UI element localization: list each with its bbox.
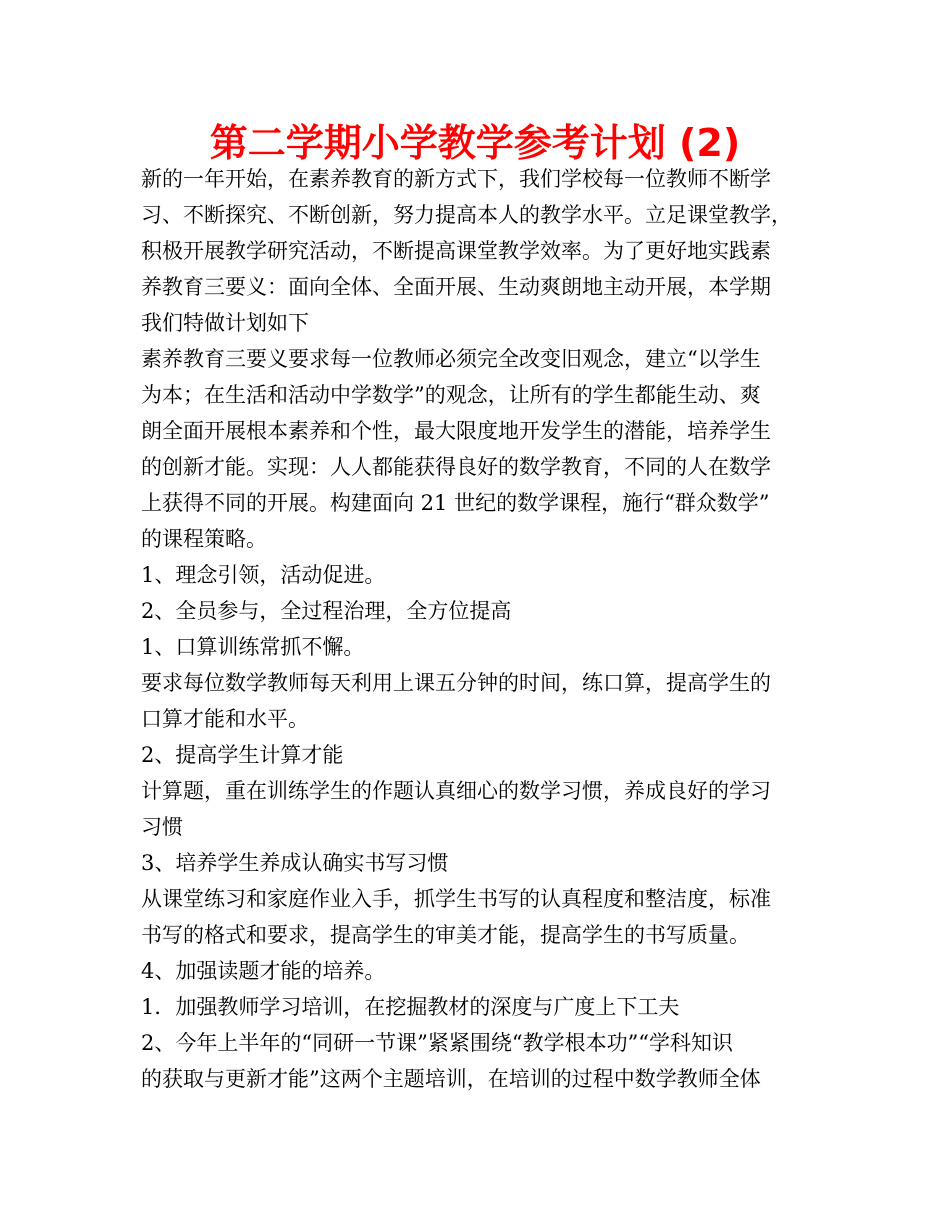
body-line: 朗全面开展根本素养和个性，最大限度地开发学生的潜能，培养学生: [141, 419, 771, 443]
body-line: 为本；在生活和活动中学数学”的观念，让所有的学生都能生动、爽: [141, 383, 761, 407]
body-line: 习惯: [141, 815, 183, 839]
body-line: 书写的格式和要求，提高学生的审美才能，提高学生的书写质量。: [141, 923, 750, 947]
body-line: 1、口算训练常抓不懈。: [141, 635, 365, 659]
body-line: 4、加强读题才能的培养。: [141, 959, 386, 983]
body-line: 口算才能和水平。: [141, 707, 309, 731]
body-line: 计算题，重在训练学生的作题认真细心的数学习惯，养成良好的学习: [141, 779, 771, 803]
document-body: [141, 161, 813, 1097]
body-line: 1、理念引领，活动促进。: [141, 563, 386, 587]
body-line: 3、培养学生养成认确实书写习惯: [141, 851, 449, 875]
document-title: 第二学期小学教学参考计划 (2): [209, 121, 741, 165]
body-line: 新的一年开始，在素养教育的新方式下，我们学校每一位教师不断学: [141, 167, 771, 191]
body-line: 2、今年上半年的“同研一节课”紧紧围绕“教学根本功”“学科知识: [141, 1031, 734, 1055]
body-line: 我们特做计划如下: [141, 311, 309, 335]
body-line: 从课堂练习和家庭作业入手，抓学生书写的认真程度和整洁度，标准: [141, 887, 771, 911]
body-line: 的创新才能。实现：人人都能获得良好的数学教育，不同的人在数学: [141, 455, 771, 479]
body-line: 的获取与更新才能”这两个主题培训，在培训的过程中数学教师全体: [141, 1067, 761, 1091]
body-line: 素养教育三要义要求每一位教师必须完全改变旧观念，建立“以学生: [141, 347, 761, 371]
body-line: 2、全员参与，全过程治理，全方位提高: [141, 599, 512, 623]
body-line: 习、不断探究、不断创新，努力提高本人的教学水平。立足课堂教学，: [141, 203, 792, 227]
body-line: 积极开展教学研究活动，不断提高课堂教学效率。为了更好地实践素: [141, 239, 771, 263]
body-line: 2、提高学生计算才能: [141, 743, 344, 767]
body-line: 上获得不同的开展。构建面向 21 世纪的数学课程，施行“群众数学”: [141, 491, 770, 515]
body-line: 的课程策略。: [141, 527, 267, 551]
body-line: 要求每位数学教师每天利用上课五分钟的时间，练口算，提高学生的: [141, 671, 771, 695]
body-line: 养教育三要义：面向全体、全面开展、生动爽朗地主动开展，本学期: [141, 275, 771, 299]
body-line: 1．加强教师学习培训，在挖掘教材的深度与广度上下工夫: [141, 995, 680, 1019]
